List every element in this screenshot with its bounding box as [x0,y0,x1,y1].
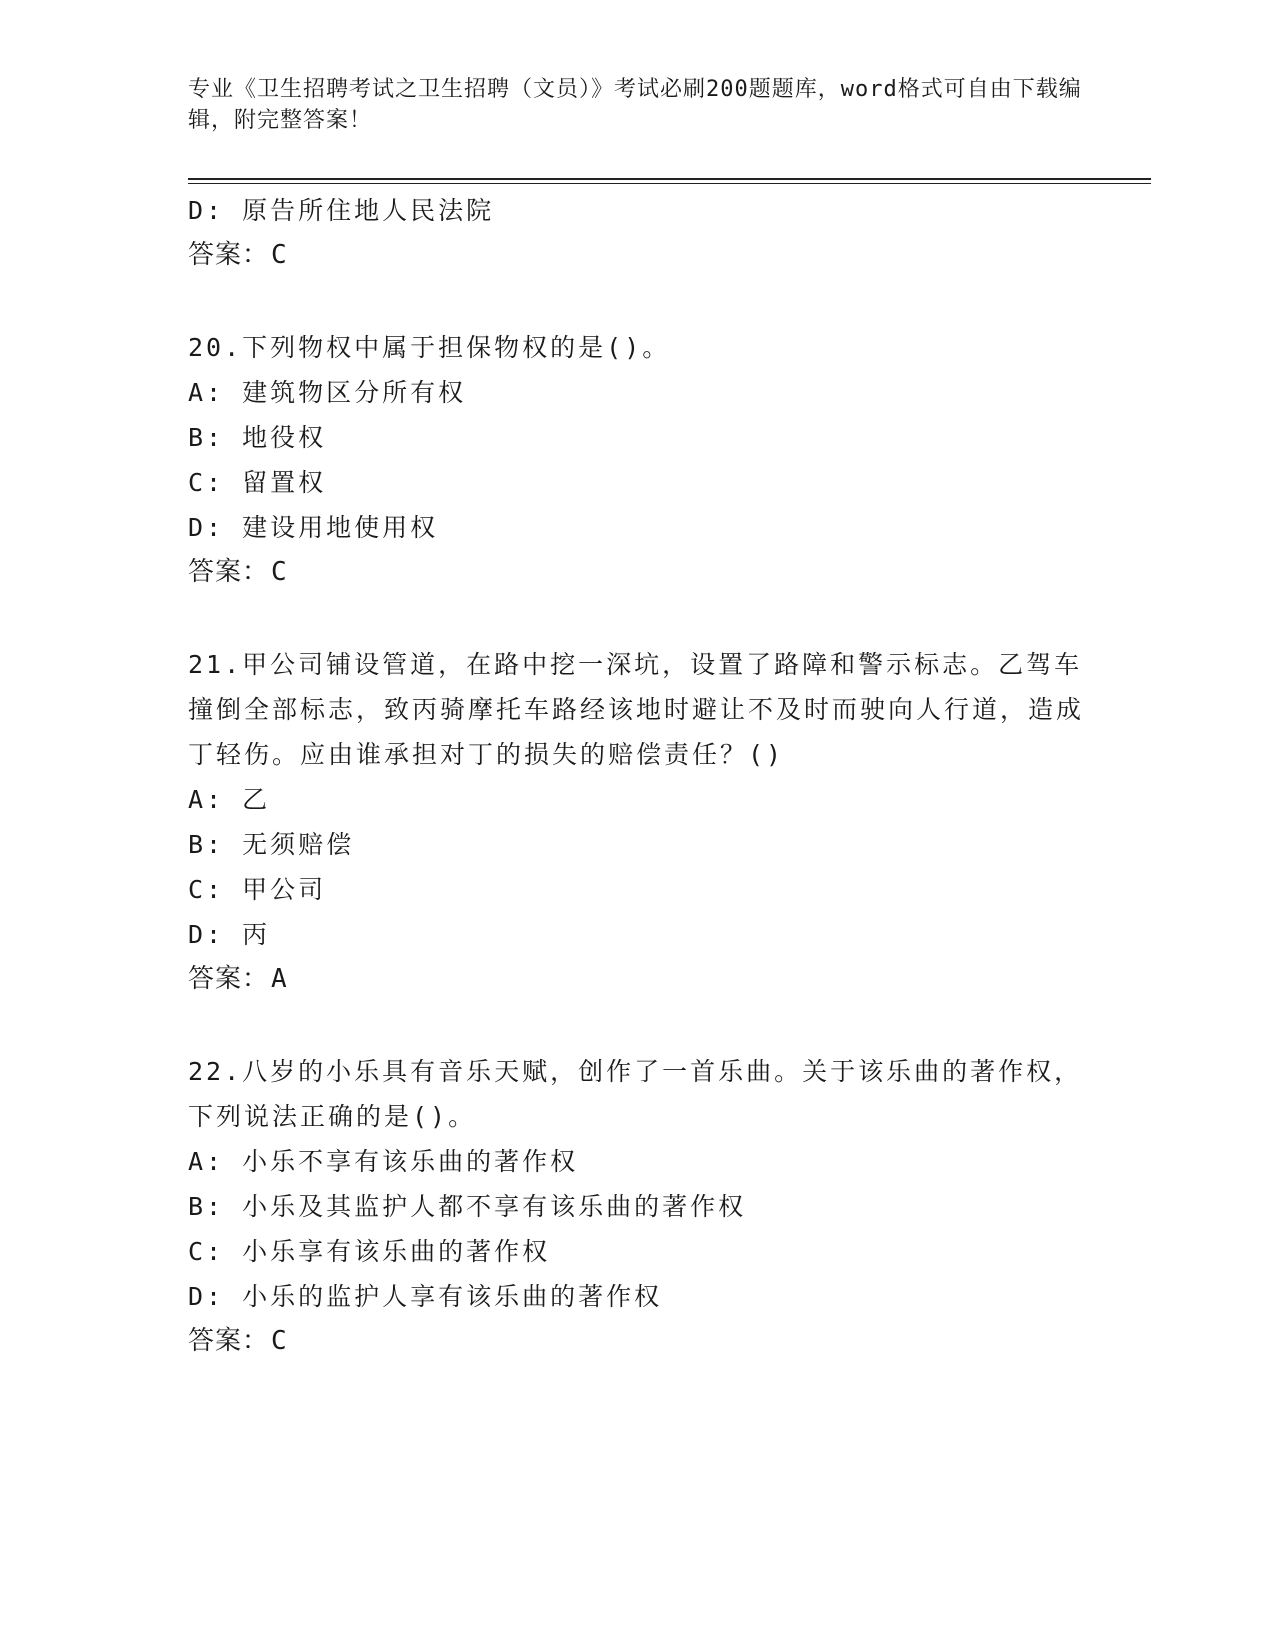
option-c: C: 甲公司 [188,875,327,904]
answer-value: C [271,557,288,587]
option-b: B: 小乐及其监护人都不享有该乐曲的著作权 [188,1192,747,1221]
answer-line [188,957,1088,1002]
answer-value: C [271,1326,288,1356]
option-a: A: 乙 [188,785,271,814]
answer-label: 答案： [188,964,270,994]
answer-value: A [271,964,288,994]
header-divider-thick [188,178,1151,180]
option-d: D: 建设用地使用权 [188,513,439,542]
option-b: B: 无须赔偿 [188,830,355,859]
question-stem: 22.八岁的小乐具有音乐天赋，创作了一首乐曲。关于该乐曲的著作权，下列说法正确的是()。 [188,1057,1083,1131]
document-intro: 专业《卫生招聘考试之卫生招聘（文员）》考试必刷200题题库，word格式可自由下载编辑，附完整答案！ [188,77,1082,133]
option-a: A: 建筑物区分所有权 [188,378,467,407]
answer-line [188,550,1088,595]
question-22 [188,1049,1088,1364]
answer-line [188,1319,1088,1364]
answer-label: 答案： [188,1326,270,1356]
question-stem: 21.甲公司铺设管道，在路中挖一深坑，设置了路障和警示标志。乙驾车撞倒全部标志，致丙骑摩托车路经该地时避让不及时而驶向人行道，造成丁轻伤。应由谁承担对丁的损失的赔偿责任？() [188,650,1085,769]
option-c: C: 小乐享有该乐曲的著作权 [188,1237,551,1266]
question-stem: 20.下列物权中属于担保物权的是()。 [188,333,671,362]
option-c: C: 留置权 [188,468,327,497]
option-d: D: 丙 [188,920,271,949]
option-b: B: 地役权 [188,423,327,452]
answer-label: 答案： [188,557,270,587]
question-list [188,188,1088,1364]
option-a: A: 小乐不享有该乐曲的著作权 [188,1147,579,1176]
question-20 [188,325,1088,595]
answer-label: 答案： [188,240,270,270]
question-21 [188,642,1088,1002]
option-d: D: 原告所住地人民法院 [188,196,495,225]
answer-line [188,233,1088,278]
header-divider-thin [188,183,1151,184]
answer-value: C [271,240,288,270]
carryover-question [188,188,1088,278]
option-d: D: 小乐的监护人享有该乐曲的著作权 [188,1282,663,1311]
